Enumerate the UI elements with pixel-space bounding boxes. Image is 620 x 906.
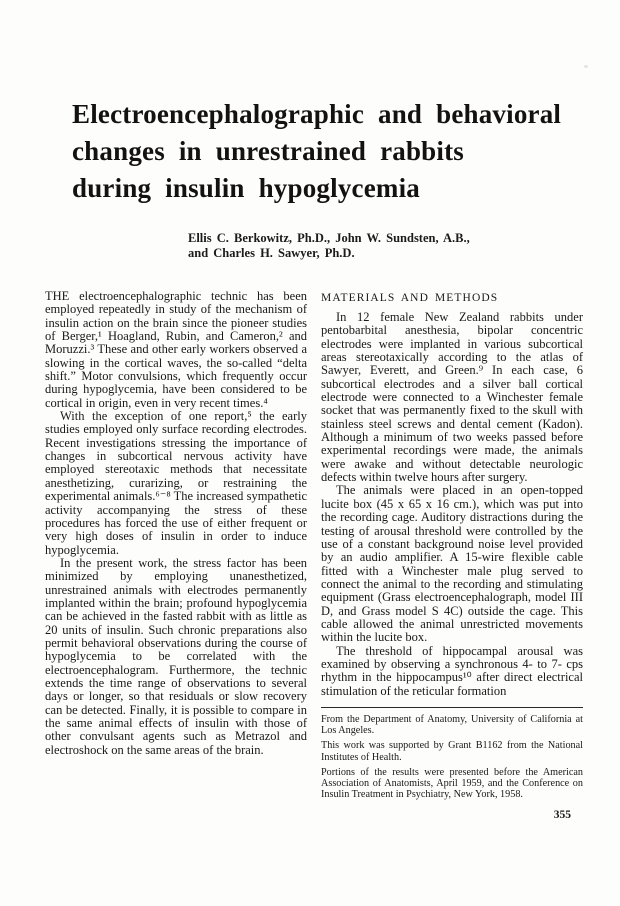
paragraph: In 12 female New Zealand rabbits under pentobarbital anesthesia, bipolar concentric electrodes were implanted in various subcortical areas stereotaxically according to the atlas of Sawyer, Everett, and Green.⁹ In each case, 6 subcortical electrodes and a silver ball cortical electrode were connected to a Winchester female socket that was permanently fixed to the skull with stainless steel screws and dental cement (Kadon). Although a minimum of two weeks passed before experimental recordings were made, the animals were awake and without detectable neurologic defects within twelve hours after surgery. xyxy=(321,310,583,485)
paragraph: With the exception of one report,⁵ the early studies employed only surface recording electrodes. Recent investigations stressing the importance of changes in subcortical nervous activity have employed stereotaxic methods that necessitate anesthetizing, curarizing, or restraining the experimental animals.⁶⁻⁸ The increased sympathetic activity accompanying the stress of these procedures has forced the use of either frequent or very high doses of insulin in order to induce hypoglycemia. xyxy=(45,409,307,557)
right-column xyxy=(321,290,583,821)
paragraph: The threshold of hippocampal arousal was examined by observing a synchronous 4- to 7- cps rhythm in the hippocampus¹⁰ after direct electrical stimulation of the reticular formation xyxy=(321,643,583,698)
footnote-presentations: Portions of the results were presented before the American Association of Anatomists, April 1959, and the Conference on Insulin Treatment in Psychiatry, New York, 1958. xyxy=(321,766,583,801)
authors-block xyxy=(188,231,620,261)
body-columns xyxy=(45,290,583,821)
authors-line-2: and Charles H. Sawyer, Ph.D. xyxy=(188,246,355,260)
title-line-1: Electroencephalographic and behavioral xyxy=(72,99,562,129)
paragraph: In the present work, the stress factor has been minimized by employing unanesthetized, unrestrained animals with electrodes permanently implanted within the brain; profound hypoglycemia can be achieved in the fasted rabbit with as little as 20 units of insulin. Such chronic preparations also permit behavioral observations during the course of hypoglycemia to be correlated with the electroencephalogram. Furthermore, the technic extends the time range of observations to several days or longer, so that residuals or slow recovery can be detected. Finally, it is possible to compare in the same animal effects of insulin with those of other convulsant agents such as Metrazol and electroshock on the same areas of the brain. xyxy=(45,555,307,757)
article-title xyxy=(72,96,584,207)
footnote-grant: This work was supported by Grant B1162 from the National Institutes of Health. xyxy=(321,740,583,763)
title-line-3: during insulin hypoglycemia xyxy=(72,173,420,203)
paragraph: The animals were placed in an open-topped lucite box (45 x 65 x 16 cm.), which was put into the recording cage. Auditory distractions during the testing of arousal threshold were controlled by the use of a constant background noise level provided by an audio amplifier. A 15-wire flexible cable fitted with a Winchester male plug served to connect the animal to the recording and stimulating equipment (Grass electroencephalograph, model III D, and Grass model S 4C) outside the cage. This cable allowed the animal unrestricted movements within the lucite box. xyxy=(321,483,583,645)
footnote-rule xyxy=(321,707,583,708)
left-column xyxy=(45,290,307,821)
page-number: 355 xyxy=(553,808,571,821)
title-line-2: changes in unrestrained rabbits xyxy=(72,136,465,166)
section-heading-materials-and-methods: MATERIALS AND METHODS xyxy=(321,292,499,304)
scan-artifact xyxy=(584,65,588,68)
authors-line-1: Ellis C. Berkowitz, Ph.D., John W. Sundsten, A.B., xyxy=(188,231,470,245)
footnote-affiliation: From the Department of Anatomy, University of California at Los Angeles. xyxy=(321,713,583,737)
paragraph-intro: THE electroencephalographic technic has been employed repeatedly in study of the mechanism of insulin action on the brain since the pioneer studies of Berger,¹ Hoagland, Rubin, and Cameron,² and Moruzzi.³ These and other early workers observed a slowing in the cortical waves, the so-called “delta shift.” Motor convulsions, which frequently occur during hypoglycemia, have been considered to be cortical in origin, even in very recent times.⁴ xyxy=(45,289,307,410)
